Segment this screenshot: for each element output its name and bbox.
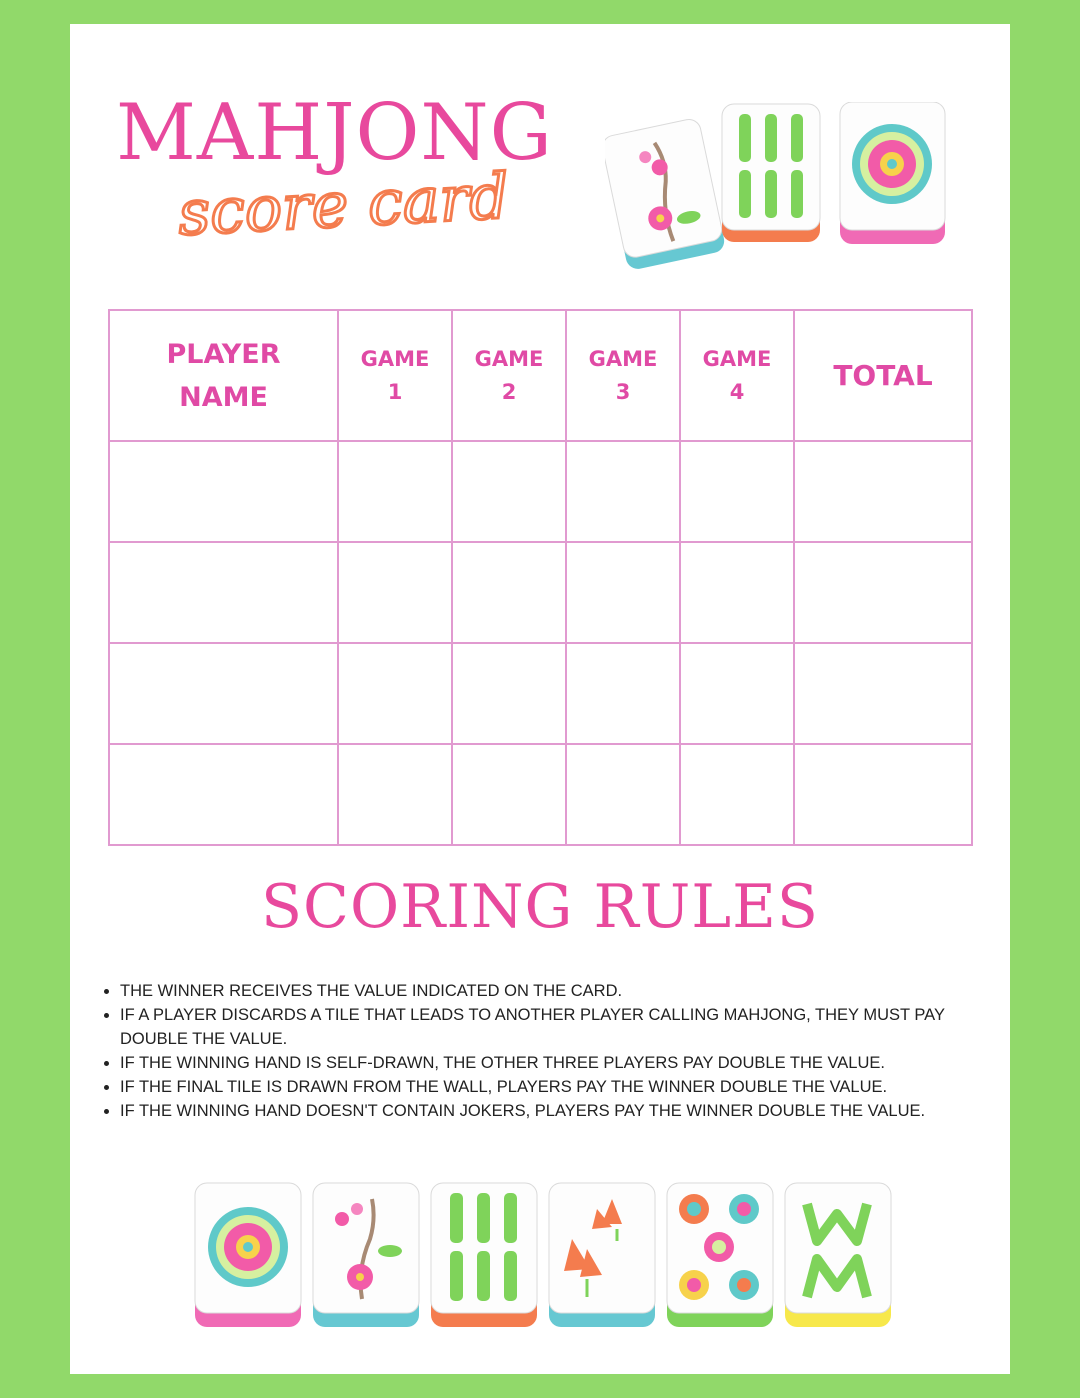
flower-tile-icon [605,117,726,271]
total-cell[interactable] [794,643,972,744]
total-cell[interactable] [794,542,972,643]
bottom-tiles [192,1179,907,1339]
page-title: MAHJONG [116,88,553,178]
table-row [109,441,972,542]
total-cell[interactable] [794,744,972,845]
bamboo-tile-icon [431,1183,537,1327]
rule-item: • THE WINNER RECEIVES THE VALUE INDICATED ON THE CARD. [120,979,1010,1003]
scoring-rules-list [100,979,1010,1123]
game-1-cell[interactable] [338,441,452,542]
header-game-2: GAME 2 [452,310,566,441]
rule-item: • IF THE WINNING HAND IS SELF-DRAWN, THE OTHER THREE PLAYERS PAY DOUBLE THE VALUE. [120,1051,1010,1075]
game-2-cell[interactable] [452,643,566,744]
score-card-sheet [70,24,1010,1374]
score-table [108,309,973,846]
game-3-cell[interactable] [566,744,680,845]
rule-item: • IF THE WINNING HAND DOESN'T CONTAIN JOKERS, PLAYERS PAY THE WINNER DOUBLE THE VALUE. [120,1099,1010,1123]
header-game-3: GAME 3 [566,310,680,441]
rule-item: • IF A PLAYER DISCARDS A TILE THAT LEADS TO ANOTHER PLAYER CALLING MAHJONG, THEY MUST PAY DOUBLE THE VALUE. [120,1003,1010,1051]
player-name-cell[interactable] [109,744,338,845]
game-4-cell[interactable] [680,744,794,845]
game-2-cell[interactable] [452,441,566,542]
header-game-4: GAME 4 [680,310,794,441]
page-subtitle: score card [176,159,511,250]
bamboo-tile-icon [722,104,820,242]
scoring-rules-title: SCORING RULES [260,872,820,942]
flower-tile-icon [313,1183,419,1327]
player-name-cell[interactable] [109,643,338,744]
game-4-cell[interactable] [680,441,794,542]
lotus-tile-icon [549,1183,655,1327]
header-player-name: PLAYER NAME [109,310,338,441]
wind-tile-icon [785,1183,891,1327]
game-4-cell[interactable] [680,643,794,744]
game-2-cell[interactable] [452,744,566,845]
player-name-cell[interactable] [109,542,338,643]
header-total: TOTAL [794,310,972,441]
player-name-cell[interactable] [109,441,338,542]
rule-item: • IF THE FINAL TILE IS DRAWN FROM THE WALL, PLAYERS PAY THE WINNER DOUBLE THE VALUE. [120,1075,1010,1099]
table-row [109,643,972,744]
table-header-row [109,310,972,441]
game-3-cell[interactable] [566,643,680,744]
dots-tile-icon [667,1183,773,1327]
circle-tile-icon [840,102,945,244]
circle-tile-icon [195,1183,301,1327]
game-1-cell[interactable] [338,744,452,845]
game-3-cell[interactable] [566,542,680,643]
header-game-1: GAME 1 [338,310,452,441]
total-cell[interactable] [794,441,972,542]
table-row [109,542,972,643]
game-2-cell[interactable] [452,542,566,643]
game-4-cell[interactable] [680,542,794,643]
table-row [109,744,972,845]
game-3-cell[interactable] [566,441,680,542]
top-tiles [605,102,950,272]
game-1-cell[interactable] [338,643,452,744]
game-1-cell[interactable] [338,542,452,643]
